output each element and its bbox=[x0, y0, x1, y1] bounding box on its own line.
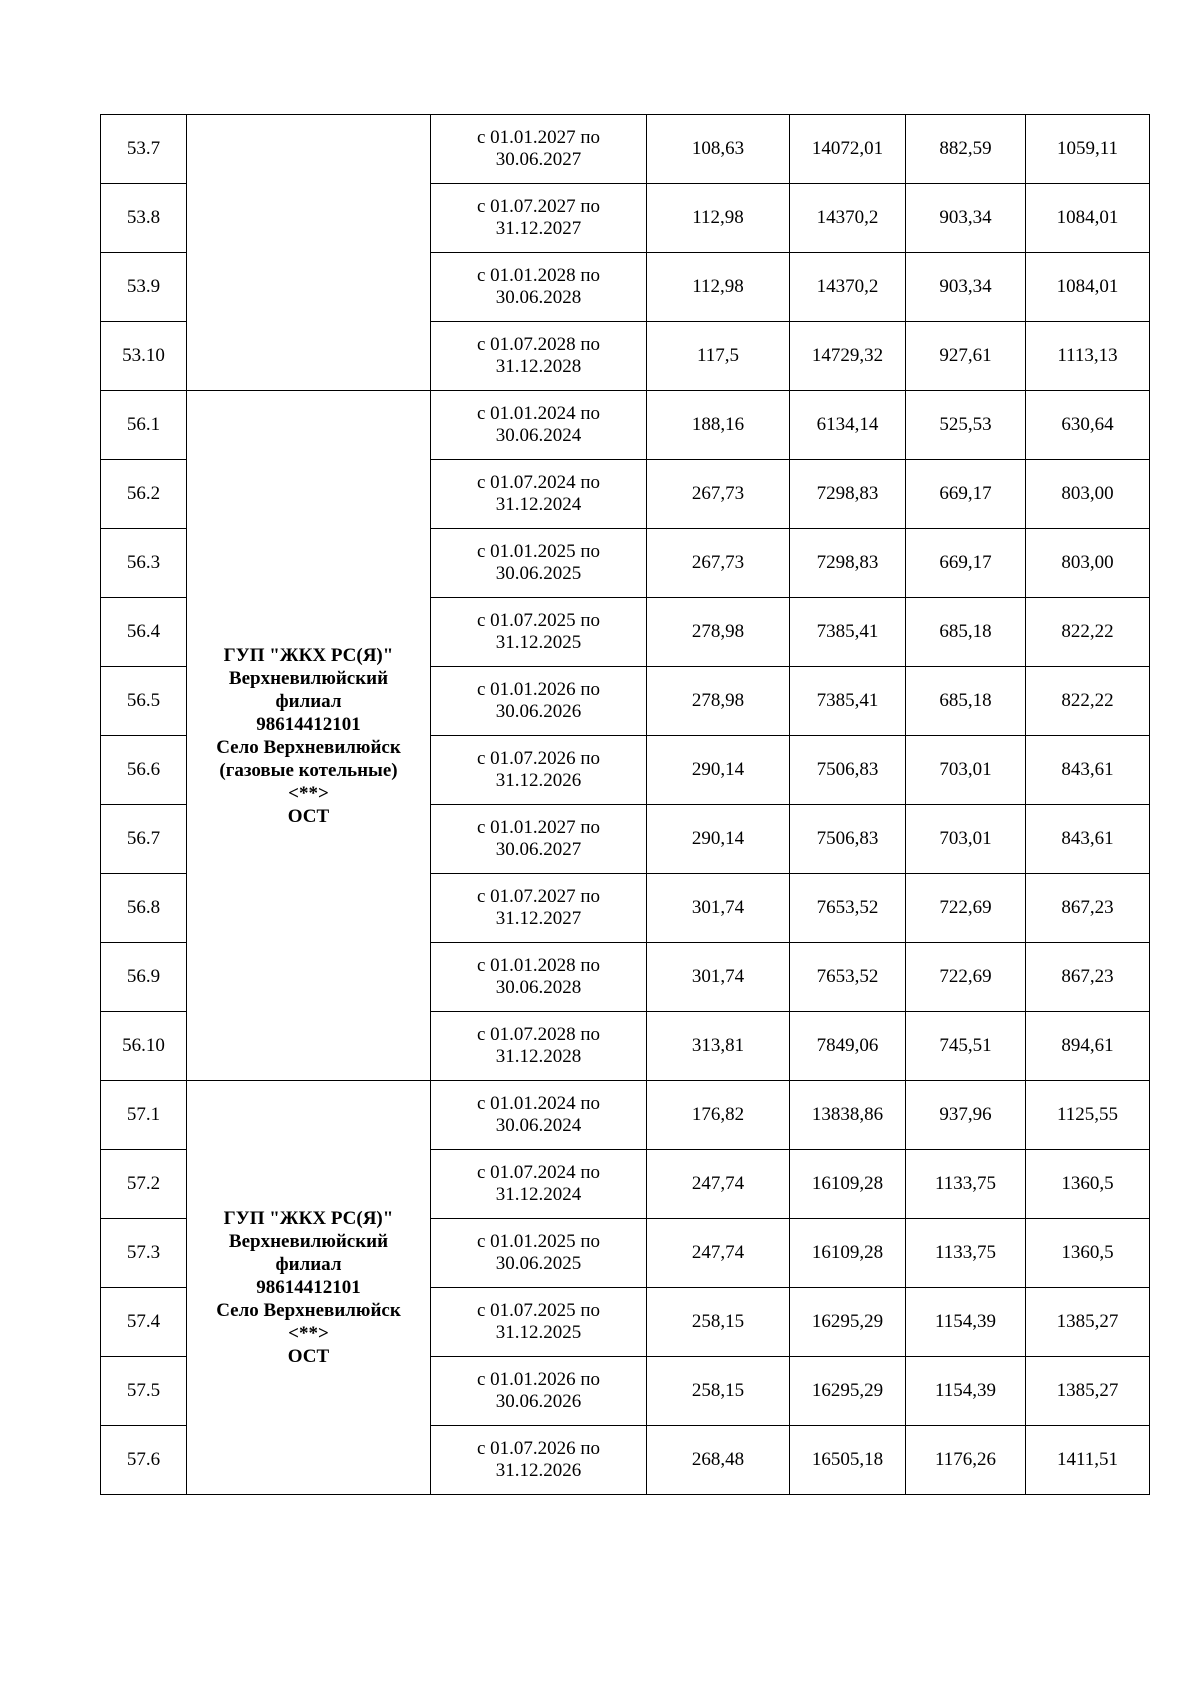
period-start: с 01.07.2028 по bbox=[476, 334, 601, 355]
value-cell-4: 867,23 bbox=[1026, 943, 1150, 1012]
value-cell-2: 7653,52 bbox=[790, 943, 906, 1012]
value-cell-3: 669,17 bbox=[906, 529, 1026, 598]
value-cell-4: 1385,27 bbox=[1026, 1357, 1150, 1426]
value-cell-1: 268,48 bbox=[647, 1426, 790, 1495]
period-cell bbox=[431, 667, 647, 736]
value-cell-2: 6134,14 bbox=[790, 391, 906, 460]
organization-cell bbox=[187, 115, 431, 391]
value-cell-1: 301,74 bbox=[647, 874, 790, 943]
period-start: с 01.07.2027 по bbox=[476, 196, 601, 217]
period-end: 31.12.2024 bbox=[495, 1184, 582, 1205]
value-cell-1: 247,74 bbox=[647, 1150, 790, 1219]
value-cell-4: 1084,01 bbox=[1026, 184, 1150, 253]
value-cell-2: 7849,06 bbox=[790, 1012, 906, 1081]
value-cell-3: 669,17 bbox=[906, 460, 1026, 529]
period-start: с 01.01.2024 по bbox=[476, 403, 601, 424]
row-number-cell: 53.8 bbox=[101, 184, 187, 253]
period-cell bbox=[431, 736, 647, 805]
organization-label-line: Село Верхневилюйск bbox=[216, 736, 401, 758]
value-cell-3: 927,61 bbox=[906, 322, 1026, 391]
organization-label-line: филиал bbox=[275, 1254, 342, 1275]
row-number-cell: 53.9 bbox=[101, 253, 187, 322]
organization-label-line: ОСТ bbox=[287, 1346, 330, 1367]
value-cell-4: 1125,55 bbox=[1026, 1081, 1150, 1150]
period-start: с 01.01.2026 по bbox=[476, 1369, 601, 1390]
value-cell-2: 7506,83 bbox=[790, 736, 906, 805]
value-cell-1: 247,74 bbox=[647, 1219, 790, 1288]
value-cell-1: 112,98 bbox=[647, 253, 790, 322]
organization-label-line: <**> bbox=[288, 1323, 329, 1344]
row-number-cell: 56.1 bbox=[101, 391, 187, 460]
row-number-cell: 57.5 bbox=[101, 1357, 187, 1426]
value-cell-2: 7385,41 bbox=[790, 667, 906, 736]
value-cell-2: 7506,83 bbox=[790, 805, 906, 874]
period-end: 30.06.2027 bbox=[495, 839, 582, 860]
value-cell-4: 1113,13 bbox=[1026, 322, 1150, 391]
period-end: 31.12.2028 bbox=[495, 1046, 582, 1067]
value-cell-3: 703,01 bbox=[906, 736, 1026, 805]
period-start: с 01.01.2027 по bbox=[476, 127, 601, 148]
period-start: с 01.01.2027 по bbox=[476, 817, 601, 838]
period-cell bbox=[431, 1012, 647, 1081]
row-number-cell: 57.6 bbox=[101, 1426, 187, 1495]
value-cell-2: 7385,41 bbox=[790, 598, 906, 667]
period-start: с 01.07.2028 по bbox=[476, 1024, 601, 1045]
period-start: с 01.07.2024 по bbox=[476, 1162, 601, 1183]
value-cell-1: 290,14 bbox=[647, 805, 790, 874]
row-number-cell: 56.5 bbox=[101, 667, 187, 736]
value-cell-4: 803,00 bbox=[1026, 529, 1150, 598]
value-cell-4: 1360,5 bbox=[1026, 1219, 1150, 1288]
value-cell-2: 7653,52 bbox=[790, 874, 906, 943]
value-cell-1: 278,98 bbox=[647, 598, 790, 667]
value-cell-1: 108,63 bbox=[647, 115, 790, 184]
period-start: с 01.07.2027 по bbox=[476, 886, 601, 907]
organization-cell bbox=[187, 391, 431, 1081]
value-cell-3: 882,59 bbox=[906, 115, 1026, 184]
period-end: 31.12.2027 bbox=[495, 908, 582, 929]
value-cell-4: 630,64 bbox=[1026, 391, 1150, 460]
value-cell-1: 258,15 bbox=[647, 1357, 790, 1426]
value-cell-2: 16109,28 bbox=[790, 1219, 906, 1288]
row-number-cell: 56.8 bbox=[101, 874, 187, 943]
value-cell-4: 1360,5 bbox=[1026, 1150, 1150, 1219]
period-start: с 01.01.2026 по bbox=[476, 679, 601, 700]
value-cell-4: 1084,01 bbox=[1026, 253, 1150, 322]
period-start: с 01.07.2026 по bbox=[476, 748, 601, 769]
period-end: 30.06.2026 bbox=[495, 701, 582, 722]
organization-label-line: Село Верхневилюйск bbox=[216, 1300, 401, 1321]
value-cell-2: 13838,86 bbox=[790, 1081, 906, 1150]
period-end: 31.12.2027 bbox=[495, 218, 582, 239]
value-cell-3: 685,18 bbox=[906, 667, 1026, 736]
row-number-cell: 56.6 bbox=[101, 736, 187, 805]
organization-label-line: Верхневилюйский bbox=[228, 1231, 389, 1252]
period-cell bbox=[431, 253, 647, 322]
value-cell-2: 16505,18 bbox=[790, 1426, 906, 1495]
period-end: 30.06.2025 bbox=[495, 563, 582, 584]
value-cell-1: 267,73 bbox=[647, 529, 790, 598]
period-cell bbox=[431, 943, 647, 1012]
value-cell-3: 1154,39 bbox=[906, 1357, 1026, 1426]
row-number-cell: 53.10 bbox=[101, 322, 187, 391]
value-cell-3: 1133,75 bbox=[906, 1150, 1026, 1219]
period-end: 31.12.2025 bbox=[495, 632, 582, 653]
period-cell bbox=[431, 874, 647, 943]
value-cell-1: 301,74 bbox=[647, 943, 790, 1012]
organization-label-line: ГУП "ЖКХ РС(Я)" bbox=[223, 1208, 394, 1229]
value-cell-4: 867,23 bbox=[1026, 874, 1150, 943]
period-cell bbox=[431, 598, 647, 667]
period-cell bbox=[431, 805, 647, 874]
value-cell-4: 1411,51 bbox=[1026, 1426, 1150, 1495]
period-end: 30.06.2027 bbox=[495, 149, 582, 170]
value-cell-3: 685,18 bbox=[906, 598, 1026, 667]
value-cell-1: 176,82 bbox=[647, 1081, 790, 1150]
period-end: 30.06.2024 bbox=[495, 425, 582, 446]
period-end: 31.12.2024 bbox=[495, 494, 582, 515]
value-cell-3: 745,51 bbox=[906, 1012, 1026, 1081]
organization-label-line: филиал bbox=[275, 690, 342, 712]
value-cell-4: 803,00 bbox=[1026, 460, 1150, 529]
period-cell bbox=[431, 529, 647, 598]
value-cell-2: 16295,29 bbox=[790, 1288, 906, 1357]
value-cell-2: 7298,83 bbox=[790, 529, 906, 598]
value-cell-3: 1154,39 bbox=[906, 1288, 1026, 1357]
organization-label-line: 98614412101 bbox=[256, 1277, 361, 1298]
value-cell-4: 843,61 bbox=[1026, 805, 1150, 874]
value-cell-2: 14370,2 bbox=[790, 253, 906, 322]
value-cell-3: 1176,26 bbox=[906, 1426, 1026, 1495]
value-cell-1: 290,14 bbox=[647, 736, 790, 805]
row-number-cell: 56.4 bbox=[101, 598, 187, 667]
period-cell bbox=[431, 322, 647, 391]
period-cell bbox=[431, 1219, 647, 1288]
period-cell bbox=[431, 1150, 647, 1219]
period-start: с 01.01.2024 по bbox=[476, 1093, 601, 1114]
row-number-cell: 56.2 bbox=[101, 460, 187, 529]
period-end: 31.12.2026 bbox=[495, 770, 582, 791]
period-end: 31.12.2026 bbox=[495, 1460, 582, 1481]
row-number-cell: 57.3 bbox=[101, 1219, 187, 1288]
value-cell-1: 188,16 bbox=[647, 391, 790, 460]
value-cell-1: 112,98 bbox=[647, 184, 790, 253]
period-start: с 01.01.2028 по bbox=[476, 265, 601, 286]
period-cell bbox=[431, 184, 647, 253]
value-cell-1: 258,15 bbox=[647, 1288, 790, 1357]
period-end: 30.06.2026 bbox=[495, 1391, 582, 1412]
organization-label-line: Верхневилюйский bbox=[228, 667, 389, 689]
value-cell-2: 14729,32 bbox=[790, 322, 906, 391]
period-cell bbox=[431, 1357, 647, 1426]
period-cell bbox=[431, 460, 647, 529]
value-cell-2: 14370,2 bbox=[790, 184, 906, 253]
value-cell-3: 722,69 bbox=[906, 943, 1026, 1012]
value-cell-3: 1133,75 bbox=[906, 1219, 1026, 1288]
value-cell-4: 1059,11 bbox=[1026, 115, 1150, 184]
period-cell bbox=[431, 1081, 647, 1150]
row-number-cell: 57.1 bbox=[101, 1081, 187, 1150]
period-cell bbox=[431, 115, 647, 184]
organization-label-line: 98614412101 bbox=[256, 713, 361, 735]
period-start: с 01.07.2024 по bbox=[476, 472, 601, 493]
period-cell bbox=[431, 391, 647, 460]
value-cell-2: 7298,83 bbox=[790, 460, 906, 529]
value-cell-1: 313,81 bbox=[647, 1012, 790, 1081]
value-cell-3: 903,34 bbox=[906, 253, 1026, 322]
organization-label-line: ОСТ bbox=[287, 805, 330, 827]
period-end: 30.06.2024 bbox=[495, 1115, 582, 1136]
table-row bbox=[101, 115, 1150, 184]
period-cell bbox=[431, 1288, 647, 1357]
value-cell-2: 16295,29 bbox=[790, 1357, 906, 1426]
value-cell-4: 822,22 bbox=[1026, 667, 1150, 736]
row-number-cell: 56.7 bbox=[101, 805, 187, 874]
organization-label-line: <**> bbox=[288, 782, 329, 804]
period-start: с 01.01.2028 по bbox=[476, 955, 601, 976]
value-cell-1: 267,73 bbox=[647, 460, 790, 529]
period-cell bbox=[431, 1426, 647, 1495]
period-start: с 01.07.2026 по bbox=[476, 1438, 601, 1459]
value-cell-2: 14072,01 bbox=[790, 115, 906, 184]
row-number-cell: 56.9 bbox=[101, 943, 187, 1012]
value-cell-3: 937,96 bbox=[906, 1081, 1026, 1150]
period-start: с 01.01.2025 по bbox=[476, 1231, 601, 1252]
period-end: 30.06.2025 bbox=[495, 1253, 582, 1274]
value-cell-1: 117,5 bbox=[647, 322, 790, 391]
row-number-cell: 56.3 bbox=[101, 529, 187, 598]
table-row bbox=[101, 391, 1150, 460]
row-number-cell: 57.2 bbox=[101, 1150, 187, 1219]
row-number-cell: 53.7 bbox=[101, 115, 187, 184]
period-end: 30.06.2028 bbox=[495, 977, 582, 998]
value-cell-2: 16109,28 bbox=[790, 1150, 906, 1219]
value-cell-3: 525,53 bbox=[906, 391, 1026, 460]
row-number-cell: 56.10 bbox=[101, 1012, 187, 1081]
value-cell-3: 722,69 bbox=[906, 874, 1026, 943]
period-end: 31.12.2028 bbox=[495, 356, 582, 377]
value-cell-3: 703,01 bbox=[906, 805, 1026, 874]
value-cell-4: 843,61 bbox=[1026, 736, 1150, 805]
organization-label-line: (газовые котельные) bbox=[219, 759, 398, 781]
organization-cell bbox=[187, 1081, 431, 1495]
period-start: с 01.07.2025 по bbox=[476, 1300, 601, 1321]
organization-label-line: ГУП "ЖКХ РС(Я)" bbox=[223, 644, 394, 666]
period-end: 30.06.2028 bbox=[495, 287, 582, 308]
period-start: с 01.07.2025 по bbox=[476, 610, 601, 631]
value-cell-4: 894,61 bbox=[1026, 1012, 1150, 1081]
table-row bbox=[101, 1081, 1150, 1150]
tariff-table bbox=[100, 114, 1150, 1495]
value-cell-3: 903,34 bbox=[906, 184, 1026, 253]
period-end: 31.12.2025 bbox=[495, 1322, 582, 1343]
value-cell-4: 822,22 bbox=[1026, 598, 1150, 667]
row-number-cell: 57.4 bbox=[101, 1288, 187, 1357]
value-cell-4: 1385,27 bbox=[1026, 1288, 1150, 1357]
value-cell-1: 278,98 bbox=[647, 667, 790, 736]
period-start: с 01.01.2025 по bbox=[476, 541, 601, 562]
